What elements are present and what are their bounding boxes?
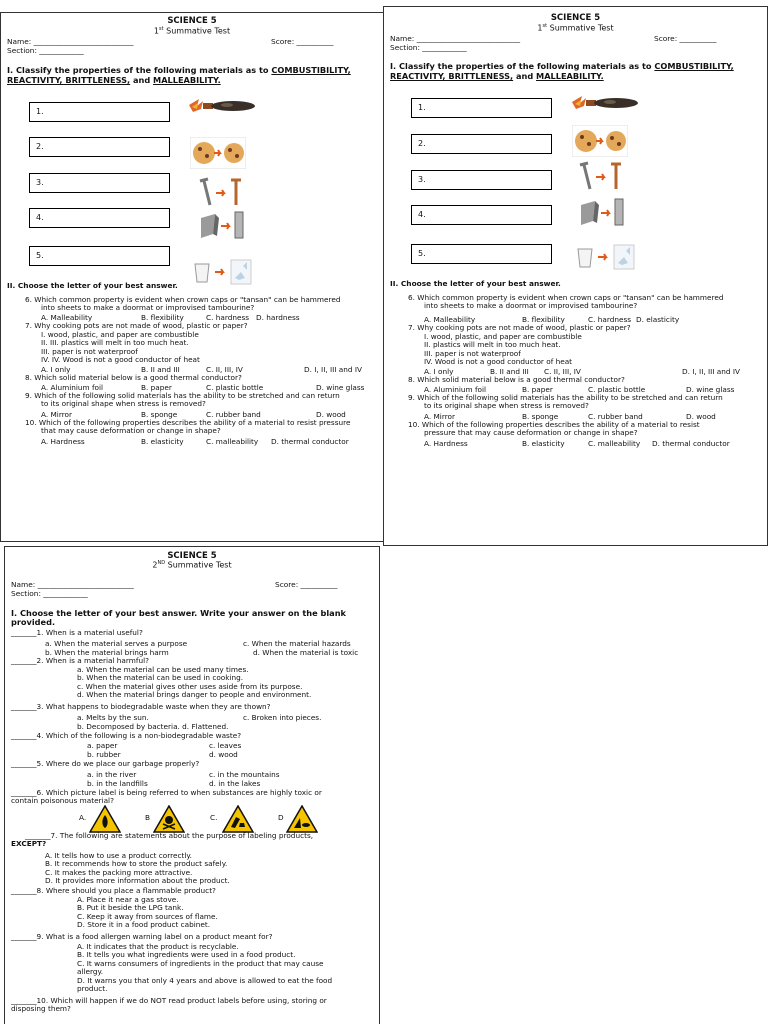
q5-option-d: d. in the lakes (209, 779, 261, 788)
q8-option-b: B. paper (522, 385, 553, 394)
q6-option-d: D. elasticity (636, 315, 680, 324)
name-field: Name: ___________________________ (7, 37, 134, 46)
question-2: _______2. When is a material harmful? (11, 656, 149, 665)
q1-option-b: b. When the material brings harm (45, 648, 169, 657)
part1-instruction: I. Choose the letter of your best answer. Write your answer on the blank provided. (11, 608, 346, 627)
q7-option-a: A. I only (41, 365, 71, 374)
answer-box-5[interactable]: 5. (29, 246, 170, 266)
q5-option-a: a. in the river (87, 770, 137, 779)
question-5: _______5. Where do we place our garbage properly? (11, 759, 200, 768)
question-10: 10. Which of the following properties describes the ability of a material to resist pressure that may cause deformation or change in shape? (25, 418, 351, 436)
q10-option-d: D. thermal conductor (271, 437, 349, 446)
question-10: 10. Which of the following properties describes the ability of a material to resist pressure that may cause deformation or change in shape? (408, 420, 700, 438)
q7-option-a: A. I only (424, 367, 454, 376)
q6-label-a: A. (79, 813, 87, 822)
q6-label-b: B (145, 813, 151, 822)
q10-option-d: D. thermal conductor (652, 439, 730, 448)
q9-option-a: A. Mirror (424, 412, 456, 421)
q7-option-b: B. II and III (141, 365, 180, 374)
q9-option-d: D. wood (686, 412, 716, 421)
q2-options: a. When the material can be used many times. b. When the material can be used in cooking. c. When the material gives other uses aside from its purpose. d. When the material brings danger to people and environment. (77, 665, 312, 700)
corrosive-warning-icon (222, 805, 254, 833)
q5-option-c: c. in the mountains (209, 770, 280, 779)
q7-items: I. wood, plastic, and paper are combustible II. plastics will melt in too much heat. III. paper is not waterproof IV. Wood is not a good conductor of heat (424, 332, 582, 367)
q6-option-b: B. flexibility (522, 315, 565, 324)
answer-box-2[interactable]: 2. (411, 134, 552, 154)
q9-option-b: B. sponge (141, 410, 178, 419)
question-9: _______9. What is a food allergen warning label on a product meant for? (11, 932, 273, 941)
q7-option-c: C. II, III, IV (544, 367, 581, 376)
question-6: 6. Which common property is evident when crown caps or "tansan" can be hammered into sheets to make a doormat or improvised tambourine? (408, 293, 724, 311)
q7-option-d: D. I, II, III and IV (682, 367, 740, 376)
q3-option-bd: b. Decomposed by bacteria. d. Flattened. (77, 722, 229, 731)
question-6: _______6. Which picture label is being referred to when substances are highly toxic or contain poisonous material? (11, 788, 322, 806)
question-7: 7. Why cooking pots are not made of wood, plastic or paper? (25, 321, 248, 330)
part2-instruction: II. Choose the letter of your best answer. (7, 281, 178, 290)
question-8: 8. Which solid material below is a good thermal conductor? (25, 373, 242, 382)
q7-option-d: D. I, II, III and IV (304, 365, 362, 374)
answer-box-1[interactable]: 1. (29, 102, 170, 122)
q8-option-c: C. plastic bottle (588, 385, 646, 394)
burning-stick-image (187, 95, 257, 117)
answer-box-1[interactable]: 1. (411, 98, 552, 118)
q1-option-c: c. When the material hazards (243, 639, 351, 648)
q4-option-d: d. wood (209, 750, 238, 759)
environment-hazard-icon (286, 805, 318, 833)
name-field: Name: __________________________ (11, 580, 134, 589)
metal-sheet-image (579, 197, 629, 229)
q9-option-c: C. rubber band (588, 412, 643, 421)
q4-option-b: b. rubber (87, 750, 121, 759)
q3-option-a: a. Melts by the sun. (77, 713, 149, 722)
broken-glass-image (574, 243, 636, 271)
q8-options: A. Place it near a gas stove. B. Put it beside the LPG tank. C. Keep it away from sources of flame. D. Store it in a food product cabinet. (77, 895, 218, 930)
q8-option-b: B. paper (141, 383, 172, 392)
q6-option-a: A. Malleability (41, 313, 93, 322)
q8-option-a: A. Aluminium foil (41, 383, 104, 392)
question-7: 7. Why cooking pots are not made of wood, plastic or paper? (408, 323, 631, 332)
q8-option-d: D. wine glass (686, 385, 735, 394)
answer-box-5[interactable]: 5. (411, 244, 552, 264)
q6-label-d: D (278, 813, 284, 822)
subject-title: SCIENCE 5 (167, 551, 217, 561)
answer-box-2[interactable]: 2. (29, 137, 170, 157)
question-9: 9. Which of the following solid materials has the ability to be stretched and can return to its original shape when stress is removed? (25, 391, 340, 409)
q6-option-b: B. flexibility (141, 313, 184, 322)
q10-option-a: A. Hardness (424, 439, 468, 448)
q6-option-c: C. hardness (588, 315, 632, 324)
q8-option-c: C. plastic bottle (206, 383, 264, 392)
flammable-warning-icon (89, 805, 121, 833)
q8-option-d: D. wine glass (316, 383, 365, 392)
section-field: Section: ____________ (7, 46, 84, 55)
answer-box-4[interactable]: 4. (29, 208, 170, 228)
q8-option-a: A. Aluminium foil (424, 385, 487, 394)
score-field: Score: __________ (271, 37, 334, 46)
question-9: 9. Which of the following solid materials has the ability to be stretched and can return to its original shape when stress is removed? (408, 393, 723, 411)
question-1: _______1. When is a material useful? (11, 628, 143, 637)
q9-options: A. It indicates that the product is recyclable. B. It tells you what ingredients were used in a food product. C. It warns consumers of ingredients in the product that may cause allergy. D. It warns you that only 4 years and above is allowed to eat the food product. (77, 942, 333, 994)
question-10: _______10. Which will happen if we do NOT read product labels before using, storing or disposing them? (11, 996, 327, 1014)
question-6: 6. Which common property is evident when crown caps or "tansan" can be hammered into sheets to make a doormat or improvised tambourine? (25, 295, 341, 313)
q9-option-c: C. rubber band (206, 410, 261, 419)
part1-instruction: I. Classify the properties of the following materials as to COMBUSTIBILITY, REACTIVITY, BRITTLENESS, and MALLEABILITY. (390, 61, 734, 81)
q1-option-d: d. When the material is toxic (253, 648, 359, 657)
nail-rust-image (194, 177, 250, 209)
test-subtitle: 2ND Summative Test (152, 560, 232, 570)
test-subtitle: 1st Summative Test (537, 23, 614, 33)
toxic-warning-icon (153, 805, 185, 833)
q7-option-c: C. II, III, IV (206, 365, 243, 374)
q3-option-c: c. Broken into pieces. (243, 713, 322, 722)
q7-option-b: B. II and III (490, 367, 529, 376)
q6-option-c: C. hardness (206, 313, 250, 322)
q9-option-b: B. sponge (522, 412, 559, 421)
q9-option-a: A. Mirror (41, 410, 73, 419)
broken-glass-image (191, 258, 253, 286)
question-8: _______8. Where should you place a flammable product? (11, 886, 216, 895)
q6-option-d: D. hardness (256, 313, 300, 322)
q10-option-b: B. elasticity (141, 437, 184, 446)
nail-rust-image (574, 161, 630, 193)
q5-option-b: b. in the landfills (87, 779, 148, 788)
metal-sheet-image (199, 210, 249, 242)
question-7: _______7. The following are statements about the purpose of labeling products, EXCEPT? (11, 831, 314, 849)
q6-option-a: A. Malleability (424, 315, 476, 324)
q9-option-d: D. wood (316, 410, 346, 419)
q10-option-b: B. elasticity (522, 439, 565, 448)
q7-items: I. wood, plastic, and paper are combustible II. III. plastics will melt in too much heat. III. paper is not waterproof IV. IV. Wood is not a good conductor of heat (41, 330, 200, 365)
summative-test-sheet-1 (0, 12, 384, 542)
answer-box-3[interactable]: 3. (411, 170, 552, 190)
q1-option-a: a. When the material serves a purpose (45, 639, 188, 648)
q6-label-c: C. (210, 813, 218, 822)
summative-test-sheet-2 (383, 6, 768, 546)
section-field: Section: ____________ (390, 43, 467, 52)
name-field: Name: ____________________________ (390, 34, 521, 43)
q10-option-c: C. malleability (206, 437, 259, 446)
answer-box-3[interactable]: 3. (29, 173, 170, 193)
q10-option-c: C. malleability (588, 439, 641, 448)
summative-test-sheet-3 (4, 546, 380, 1024)
question-4: _______4. Which of the following is a non-biodegradable waste? (11, 731, 242, 740)
q4-option-c: c. leaves (209, 741, 242, 750)
q4-option-a: a. paper (87, 741, 118, 750)
answer-box-4[interactable]: 4. (411, 205, 552, 225)
cookie-image (572, 125, 628, 157)
section-field: Section: ____________ (11, 589, 88, 598)
subject-title: SCIENCE 5 (550, 13, 601, 23)
test-subtitle: 1st Summative Test (153, 26, 231, 36)
part2-instruction: II. Choose the letter of your best answer. (390, 279, 561, 288)
q10-option-a: A. Hardness (41, 437, 85, 446)
subject-title: SCIENCE 5 (167, 16, 217, 26)
question-3: _______3. What happens to biodegradable waste when they are thown? (11, 702, 271, 711)
score-field: Score: __________ (275, 580, 338, 589)
burning-stick-image (570, 92, 640, 114)
question-8: 8. Which solid material below is a good thermal conductor? (408, 375, 625, 384)
cookie-image (190, 137, 246, 169)
score-field: Score: __________ (654, 34, 717, 43)
q7-options: A. It tells how to use a product correctly. B. It recommends how to store the product safely. C. It makes the packing more attractive. D. It provides more information about the product. (45, 851, 230, 886)
part1-instruction: I. Classify the properties of the following materials as to COMBUSTIBILITY, REACTIVITY, BRITTLENESS, and MALLEABILITY. (7, 65, 351, 85)
